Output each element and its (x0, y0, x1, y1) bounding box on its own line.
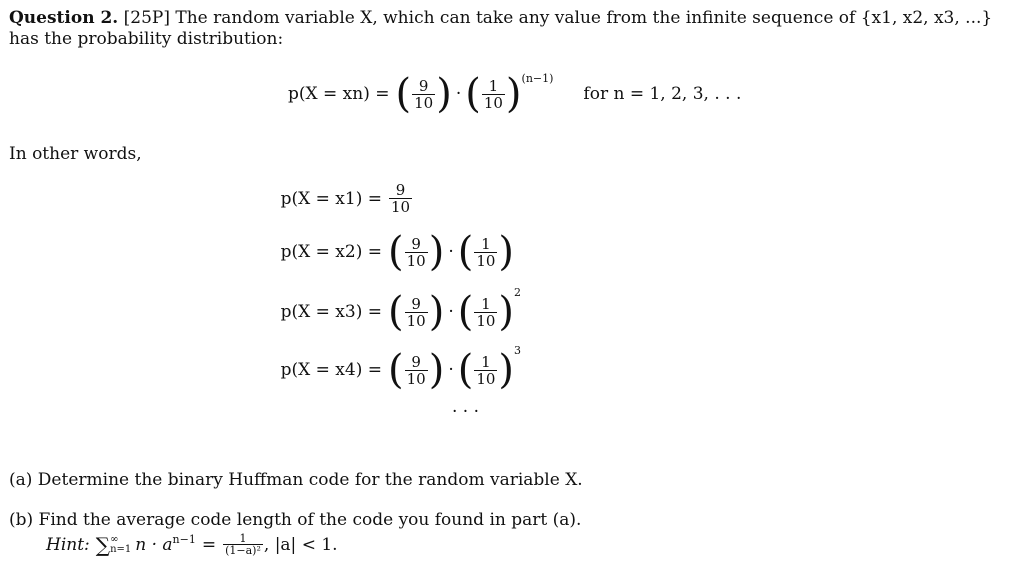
expansion-row-3: p(X = x3) = ( $\frac{9}{10}$ ) · ( $\frac{1}{10}$ ) 2 (270, 292, 521, 332)
question-points: [25P] (123, 8, 170, 28)
question-label: Question 2. (9, 8, 119, 28)
hint-sum-lower: n=1 (110, 543, 132, 555)
paren-close: ) (505, 71, 522, 117)
hint-equals: = (201, 534, 217, 555)
expansion-lhs: p(X = x4) = (280, 360, 382, 380)
expansion-fraction: $\frac{9}{10}$ (406, 352, 426, 388)
part-a: (a) Determine the binary Huffman code for the random variable X. (9, 470, 583, 490)
expansion-row-1 (270, 182, 413, 215)
expansion-exponent: 2 (514, 286, 522, 299)
expansion-fraction: $\frac{1}{10}$ (476, 352, 496, 388)
hint-label: Hint: (46, 534, 90, 555)
expansion-exponent: 3 (514, 344, 522, 357)
expansion-fraction: $\frac{1}{10}$ (476, 294, 496, 330)
expansion-lhs: p(X = x3) = (280, 302, 382, 322)
main-fraction-1: $\frac{9}{10}$ (414, 76, 434, 112)
main-formula (288, 71, 742, 117)
part-b: (b) Find the average code length of the code you found in part (a). (9, 510, 582, 530)
hint-sum-upper: ∞ (110, 533, 119, 545)
question-intro: The random variable X, which can take any value from the infinite sequence of {x1, x2, x3, ...} (175, 8, 993, 28)
expansion-fraction: $\frac{9}{10}$ (406, 234, 426, 270)
expansion-lhs: p(X = x1) = (280, 188, 382, 209)
hint-body: n · a (135, 534, 173, 555)
paren-close: ) (436, 71, 452, 117)
question-header (9, 8, 992, 28)
hint-exponent: n−1 (172, 532, 196, 546)
paren-open: ( (465, 71, 481, 117)
hint-tail: , |a| < 1. (263, 534, 338, 555)
expansion-row-4: p(X = x4) = ( $\frac{9}{10}$ ) · ( $\frac{1}{10}$ ) 3 (270, 350, 521, 390)
in-other-words: In other words, (9, 144, 142, 164)
ellipsis: · · · (452, 402, 480, 422)
main-formula-condition: for n = 1, 2, 3, . . . (583, 84, 742, 104)
question-intro-line2: has the probability distribution: (9, 29, 284, 49)
expansion-fraction: $\frac{9}{10}$ (391, 181, 411, 216)
expansion-fraction: $\frac{1}{10}$ (476, 234, 496, 270)
hint-fraction: $\frac{1}{\text{(1−a)²}}$ (225, 532, 261, 557)
sum-symbol: ∑ (95, 532, 111, 557)
main-fraction-2: $\frac{1}{10}$ (483, 76, 503, 112)
expansion-lhs: p(X = x2) = (280, 242, 382, 262)
main-formula-exponent: (n−1) (521, 72, 554, 85)
expansion-fraction: $\frac{9}{10}$ (406, 294, 426, 330)
main-formula-lhs: p(X = xn) = (288, 84, 390, 104)
hint-line (46, 533, 338, 556)
times-dot: · (455, 84, 462, 104)
expansion-row-2: p(X = x2) = ( $\frac{9}{10}$ ) · ( $\frac{1}{10}$ ) (270, 232, 514, 272)
paren-open: ( (395, 71, 412, 117)
